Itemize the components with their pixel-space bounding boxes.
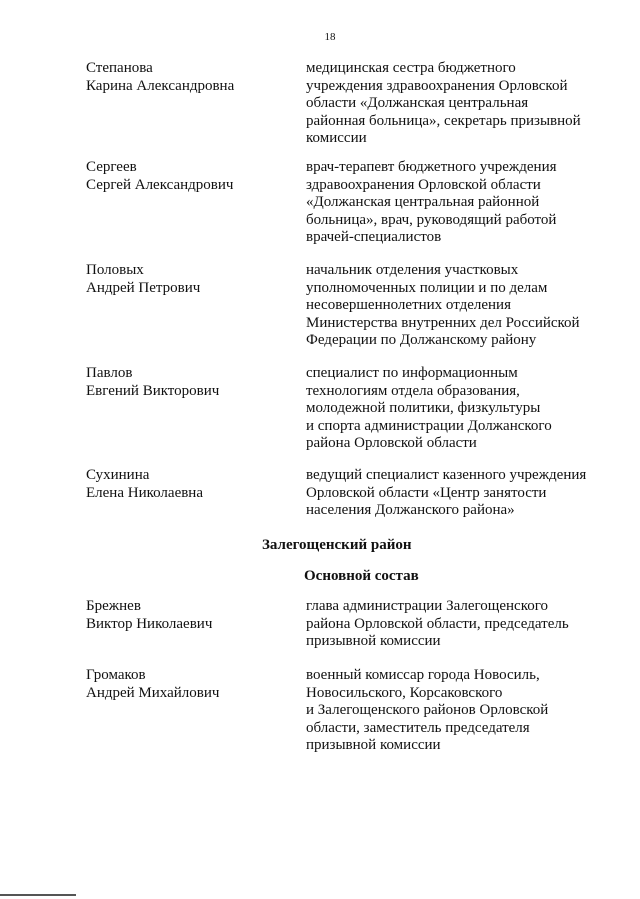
role-line: населения Должанского района» [306,502,515,519]
member-surname: Павлов [86,365,133,381]
member-surname: Сухинина [86,467,150,483]
role-line: Министерства внутренних дел Российской [306,314,580,331]
role-line: района Орловской области, председатель [306,615,569,632]
role-line: больница», врач, руководящий работой [306,211,557,228]
member-role [306,159,606,247]
member-role [306,365,606,453]
member-surname: Брежнев [86,598,141,614]
member-given-name: Евгений Викторович [86,382,220,399]
role-line: ведущий специалист казенного учреждения [306,467,587,483]
member-surname: Сергеев [86,159,137,175]
role-line: врачей-специалистов [306,229,442,246]
member-given-name: Сергей Александрович [86,176,234,193]
role-line: учреждения здравоохранения Орловской [306,77,568,94]
role-line: района Орловской области [306,435,477,452]
role-line: Орловской области «Центр занятости [306,484,547,501]
member-given-name: Виктор Николаевич [86,615,213,632]
role-line: Федерации по Должанскому району [306,332,537,349]
member-role [306,467,606,520]
member-name [86,467,286,502]
role-line: области, заместитель председателя [306,719,530,736]
role-line: молодежной политики, физкультуры [306,400,541,417]
member-given-name: Елена Николаевна [86,484,203,501]
member-name [86,667,286,702]
member-given-name: Карина Александровна [86,77,235,94]
member-name [86,262,286,297]
district-heading: Залегощенский район [262,537,412,553]
member-role [306,598,606,651]
member-role [306,60,606,148]
role-line: призывной комиссии [306,737,441,754]
role-line: военный комиссар города Новосиль, [306,667,540,683]
member-given-name: Андрей Петрович [86,279,201,296]
member-role [306,667,606,755]
role-line: призывной комиссии [306,633,441,650]
page-number: 18 [324,31,336,43]
role-line: «Должанская центральная районной [306,194,540,211]
composition-heading: Основной состав [304,568,419,584]
role-line: комиссии [306,130,367,147]
role-line: области «Должанская центральная [306,95,529,112]
member-name [86,159,286,194]
member-name [86,60,286,95]
member-name [86,365,286,400]
role-line: уполномоченных полиции и по делам [306,279,548,296]
role-line: врач-терапевт бюджетного учреждения [306,159,557,175]
role-line: медицинская сестра бюджетного [306,60,516,76]
role-line: и спорта администрации Должанского [306,417,552,434]
role-line: районная больница», секретарь призывной [306,112,581,129]
role-line: и Залегощенского районов Орловской [306,702,549,719]
role-line: здравоохранения Орловской области [306,176,541,193]
role-line: технологиям отдела образования, [306,382,520,399]
member-name [86,598,286,633]
role-line: специалист по информационным [306,365,518,381]
role-line: глава администрации Залегощенского [306,598,548,614]
member-surname: Половых [86,262,144,278]
member-role [306,262,606,350]
role-line: Новосильского, Корсаковского [306,684,503,701]
scan-edge-mark [0,894,76,896]
member-surname: Громаков [86,667,146,683]
role-line: начальник отделения участковых [306,262,519,278]
member-given-name: Андрей Михайлович [86,684,220,701]
member-surname: Степанова [86,60,153,76]
role-line: несовершеннолетних отделения [306,297,511,314]
